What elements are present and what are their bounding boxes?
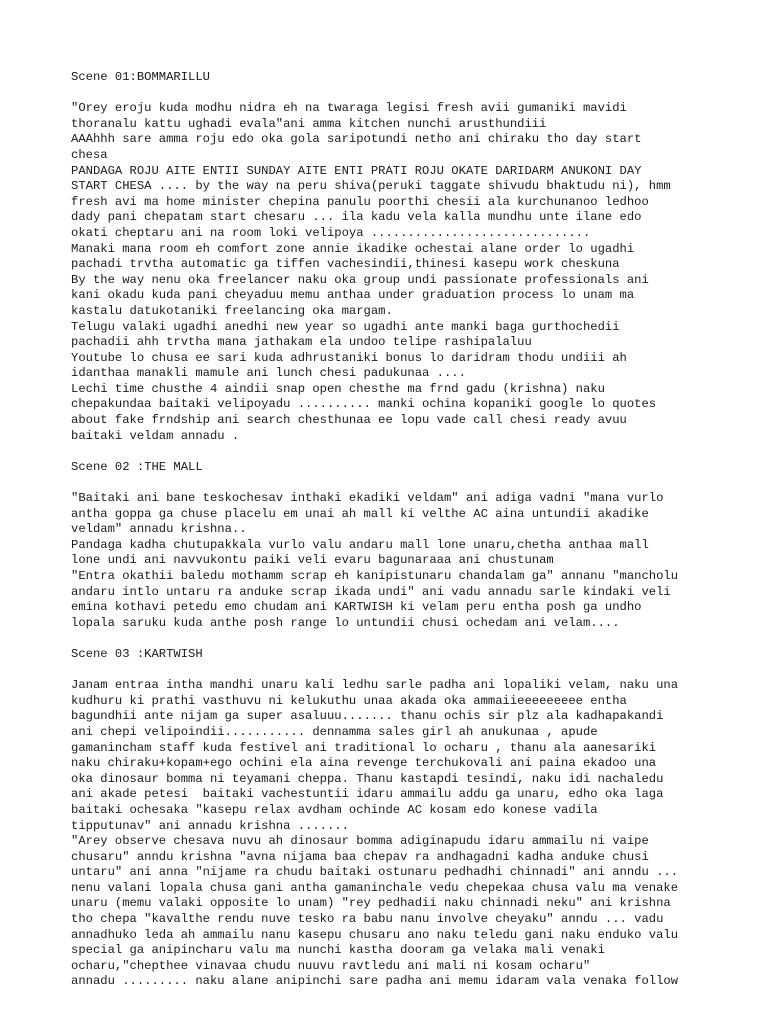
text-line: "Entra okathii baledu mothamm scrap eh kanipistunaru chandalam ga" annanu "mancholu: [71, 569, 679, 583]
spacer: [71, 86, 761, 102]
text-line: Lechi time chusthe 4 aindii snap open chesthe ma frnd gadu (krishna) naku: [71, 381, 605, 396]
text-line: about fake frndship ani search chesthunaa ee lopu vade call chesi ready avuu: [71, 413, 627, 428]
text-line: kani okadu kuda pani cheyaduu memu anthaa under graduation process lo unam ma: [71, 288, 635, 303]
text-line: bagundhii ante nijam ga super asaluuu....... thanu ochis sir plz ala kadhapakandi: [71, 709, 664, 724]
text-line: tipputunav" ani annadu krishna .......: [71, 818, 349, 833]
text-line: pachadi trvtha automatic ga tiffen vachesindii,thinesi kasepu work cheskuna: [71, 257, 620, 272]
text-line: annadu ......... naku alane anipinchi sare padha ani memu idaram vala venaka follow: [71, 974, 679, 989]
text-line: annadhuko leda ah ammailu nanu kasepu chusaru ano naku teledu gani naku enduko valu: [71, 927, 679, 942]
text-line: untaru" ani anna "nijame ra chudu baitaki ostunaru pedhadhi chinnadi" ani anndu ...: [71, 865, 679, 880]
text-line: okati cheptaru ani na room loki velipoya ..............................: [71, 225, 591, 240]
text-line: veldam" annadu krishna..: [71, 522, 247, 537]
text-line: idanthaa manakli mamule ani lunch chesi padukunaa ....: [71, 366, 466, 381]
scene-2-text: [71, 491, 761, 631]
text-line: antha goppa ga chuse placelu em unai ah mall ki velthe AC aina untundii akadike: [71, 506, 649, 521]
text-line: By the way nenu oka freelancer naku oka group undi passionate professionals ani: [71, 272, 649, 287]
scene-3-text: [71, 678, 761, 990]
text-line: lopala saruku kuda anthe posh range lo untundii chusi ochedam ani velam....: [71, 615, 620, 630]
text-line: lone undi ani navvukontu paiki veli evaru bagunaraaa ani chustunam: [71, 553, 554, 568]
scene-1-heading: Scene 01:BOMMARILLU: [71, 70, 210, 84]
text-line: baitaki ochesaka "kasepu relax avdham ochinde AC kosam edo konese vadila: [71, 802, 598, 817]
text-line: ocharu,"chepthee vinavaa chudu nuuvu ravtledu ani mali ni kosam ocharu": [71, 958, 591, 973]
text-line: ani akade petesi baitaki vachestuntii idaru ammailu addu ga unaru, edho oka laga: [71, 787, 664, 802]
text-line: Janam entraa intha mandhi unaru kali ledhu sarle padha ani lopaliki velam, naku una: [71, 678, 679, 693]
text-line: Manaki mana room eh comfort zone annie ikadike ochestai alane order lo ugadhi: [71, 241, 635, 256]
text-line: Telugu valaki ugadhi anedhi new year so ugadhi ante manki baga gurthochedii: [71, 319, 620, 334]
text-line: chusaru" anndu krishna "avna nijama baa chepav ra andhagadni kadha anduke chusi: [71, 849, 649, 864]
text-line: nenu valani lopala chusa gani antha gamaninchale vedu chepekaa chusa valu ma venake: [71, 880, 679, 895]
text-line: chepakundaa baitaki velipoyadu .......... manki ochina kopaniki google lo quotes: [71, 397, 657, 412]
text-line: andaru intlo untaru ra anduke scrap ikada undi" ani vadu annadu sarle kindaki veli: [71, 584, 671, 599]
spacer: [71, 475, 761, 491]
text-line: kastalu datukotaniki freelancing oka margam.: [71, 303, 393, 318]
text-line: baitaki veldam annadu .: [71, 428, 240, 443]
text-line: "Baitaki ani bane teskochesav inthaki ekadiki veldam" ani adiga vadni "mana vurlo: [71, 491, 664, 506]
text-line: unaru (memu valaki opposite lo unam) "rey pedhadii naku chinnadi neku" ani krishna: [71, 896, 671, 911]
spacer: [71, 631, 761, 647]
scene-2-heading: Scene 02 :THE MALL: [71, 459, 203, 474]
text-line: pachadii ahh trvtha mana jathakam ela undoo telipe rashipalaluu: [71, 335, 532, 350]
text-line: "Orey eroju kuda modhu nidra eh na twaraga legisi fresh avii gumaniki mavidi: [71, 101, 627, 116]
text-line: tho chepa "kavalthe rendu nuve tesko ra babu nanu involve cheyaku" anndu ... vadu: [71, 912, 664, 927]
text-line: naku chiraku+kopam+ego ochini ela aina revenge terchukovali ani paina ekadoo una: [71, 756, 657, 771]
scene-1-text: [71, 101, 761, 444]
text-line: AAAhhh sare amma roju edo oka gola saripotundi netho ani chiraku tho day start: [71, 132, 642, 147]
text-line: special ga anipincharu valu ma nunchi kastha dooram ga velaka mali venaki: [71, 943, 605, 958]
document-body: [71, 70, 761, 990]
text-line: thoranalu kattu ughadi evala"ani amma kitchen nunchi arusthundiii: [71, 116, 547, 131]
text-line: Pandaga kadha chutupakkala vurlo valu andaru mall lone unaru,chetha anthaa mall: [71, 537, 649, 552]
text-line: START CHESA .... by the way na peru shiva(peruki taggate shivudu bhaktudu ni), hmm: [71, 179, 671, 194]
scene-3-heading: Scene 03 :KARTWISH: [71, 646, 203, 661]
spacer: [71, 444, 761, 460]
text-line: emina kothavi petedu emo chudam ani KARTWISH ki velam peru entha posh ga undho: [71, 600, 642, 615]
text-line: dady pani chepatam start chesaru ... ila kadu vela kalla mundhu unte ilane edo: [71, 210, 642, 225]
spacer: [71, 663, 761, 679]
text-line: kudhuru ki prathi vasthuvu ni kelukuthu unaa akada oka ammaiieeeeeeeee entha: [71, 693, 627, 708]
text-line: Youtube lo chusa ee sari kuda adhrustaniki bonus lo daridram thodu undiii ah: [71, 350, 627, 365]
text-line: oka dinosaur bomma ni teyamani cheppa. Thanu kastapdi tesindi, naku idi nachaledu: [71, 771, 664, 786]
text-line: fresh avi ma home minister chepina panulu poorthi chesii ala kurchunanoo ledhoo: [71, 194, 649, 209]
text-line: ani chepi velipoindii........... dennamma sales girl ah anukunaa , apude: [71, 724, 598, 739]
text-line: chesa: [71, 147, 108, 162]
text-line: gamanincham staff kuda festivel ani traditional lo ocharu , thanu ala aanesariki: [71, 740, 657, 755]
text-line: PANDAGA ROJU AITE ENTII SUNDAY AITE ENTI PRATI ROJU OKATE DARIDARM ANUKONI DAY: [71, 163, 642, 178]
text-line: "Arey observe chesava nuvu ah dinosaur bomma adiginapudu idaru ammailu ni vaipe: [71, 834, 649, 849]
